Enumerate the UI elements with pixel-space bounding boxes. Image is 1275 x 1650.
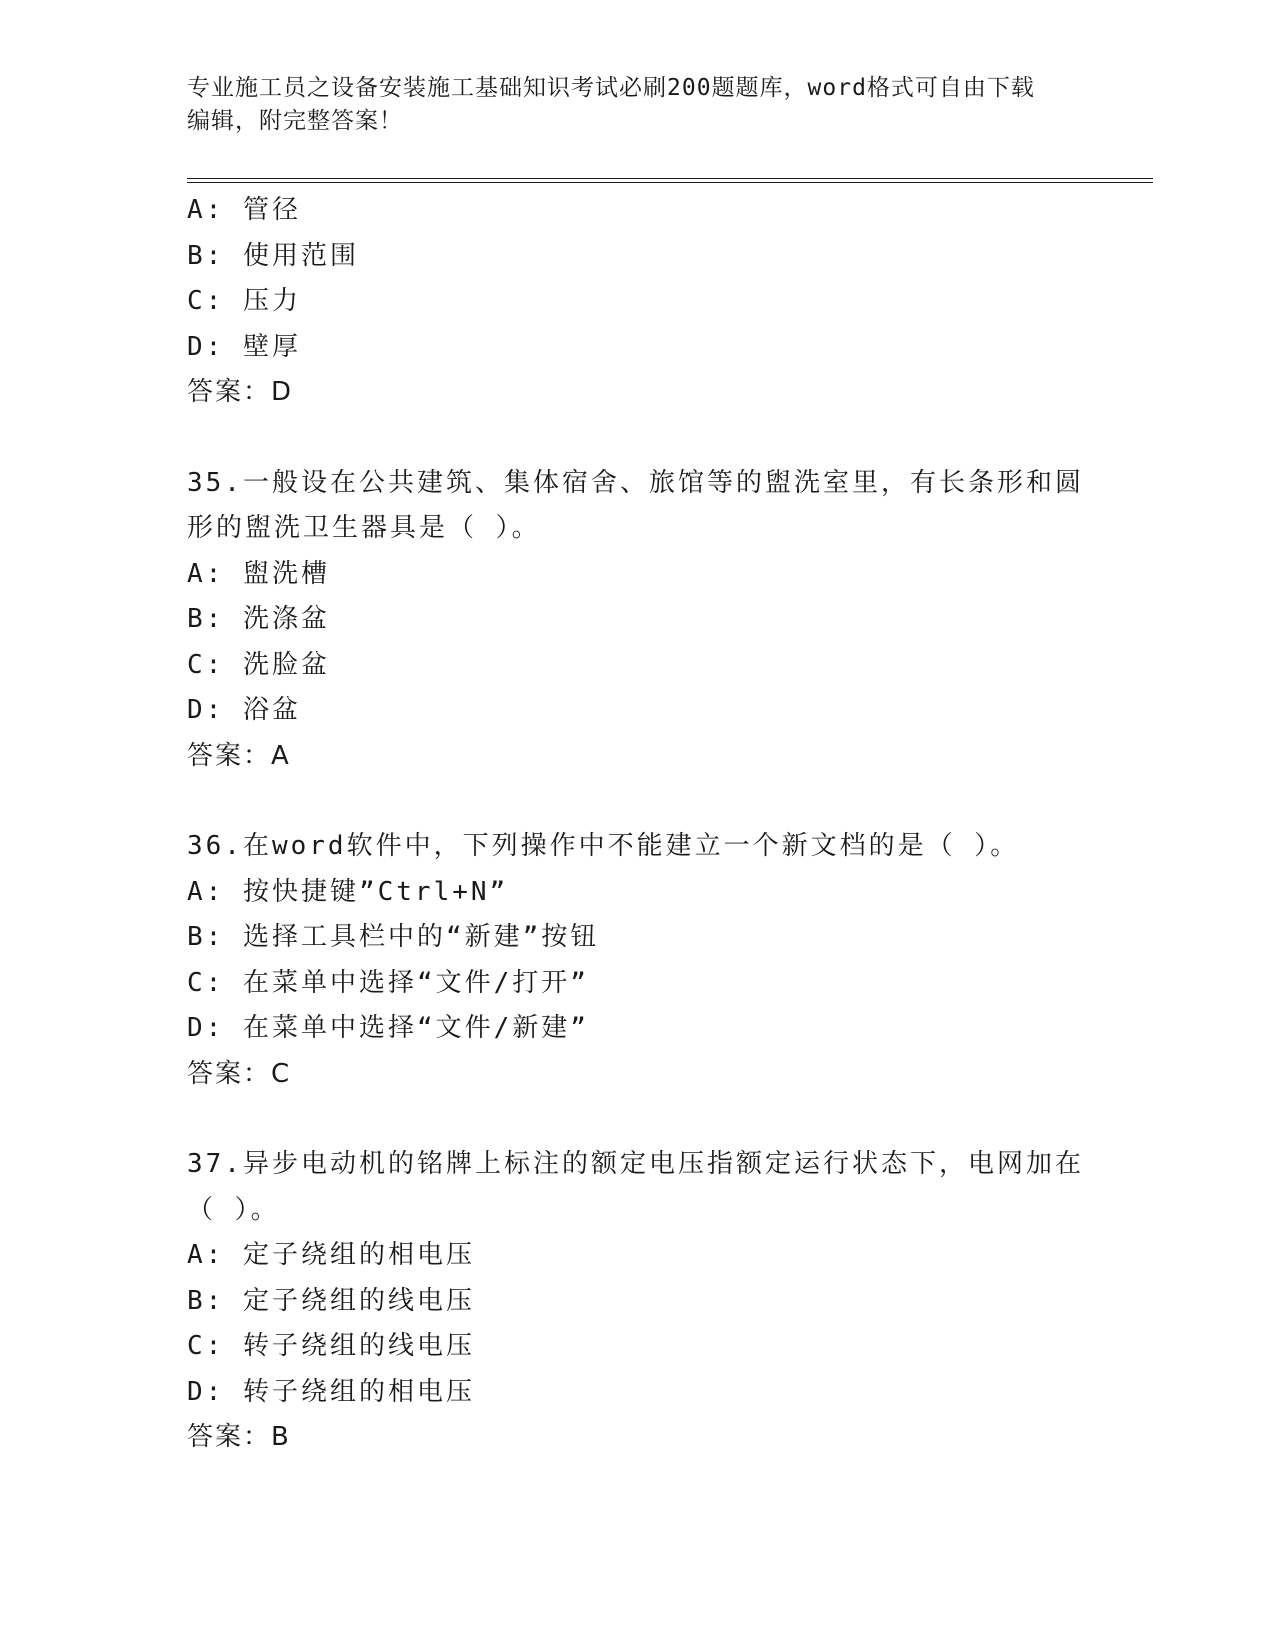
option-d: D: 浴盆 <box>187 695 301 725</box>
option-a: A: 盥洗槽 <box>187 558 330 589</box>
header-title-line-1: 专业施工员之设备安装施工基础知识考试必刷200题题库，word格式可自由下载 <box>187 75 1035 101</box>
option-c: C: 在菜单中选择“文件/打开” <box>187 967 589 998</box>
question-partial <box>187 188 1087 416</box>
answer-line: 答案：D <box>187 377 294 407</box>
answer-line: 答案：A <box>187 740 291 771</box>
header-divider <box>187 178 1153 183</box>
answer-line: 答案：B <box>187 1422 291 1452</box>
option-b: B: 使用范围 <box>187 240 359 271</box>
question-35 <box>187 461 1087 780</box>
option-b: B: 定子绕组的线电压 <box>187 1285 475 1316</box>
option-c: C: 洗脸盆 <box>187 649 330 680</box>
option-b: B: 选择工具栏中的“新建”按钮 <box>187 922 600 952</box>
question-stem: 36.在word软件中，下列操作中不能建立一个新文档的是（ ）。 <box>187 831 1020 861</box>
option-c: C: 压力 <box>187 286 301 316</box>
option-a: A: 管径 <box>187 195 301 225</box>
option-a: A: 按快捷键”Ctrl+N” <box>187 876 509 907</box>
option-d: D: 在菜单中选择“文件/新建” <box>187 1013 589 1043</box>
question-36 <box>187 824 1087 1097</box>
option-c: C: 转子绕组的线电压 <box>187 1331 475 1361</box>
answer-line: 答案：C <box>187 1058 292 1089</box>
question-stem: 37.异步电动机的铭牌上标注的额定电压指额定运行状态下，电网加在（ ）。 <box>187 1149 1084 1225</box>
question-37 <box>187 1142 1087 1461</box>
option-d: D: 壁厚 <box>187 331 301 362</box>
option-d: D: 转子绕组的相电压 <box>187 1376 475 1407</box>
question-stem: 35.一般设在公共建筑、集体宿舍、旅馆等的盥洗室里，有长条形和圆形的盥洗卫生器具是（ ）。 <box>187 467 1084 543</box>
header-title-line-2: 编辑，附完整答案！ <box>187 108 403 134</box>
option-b: B: 洗涤盆 <box>187 604 330 634</box>
page-header <box>187 72 1067 138</box>
document-body <box>187 188 1087 1461</box>
option-a: A: 定子绕组的相电压 <box>187 1240 475 1270</box>
